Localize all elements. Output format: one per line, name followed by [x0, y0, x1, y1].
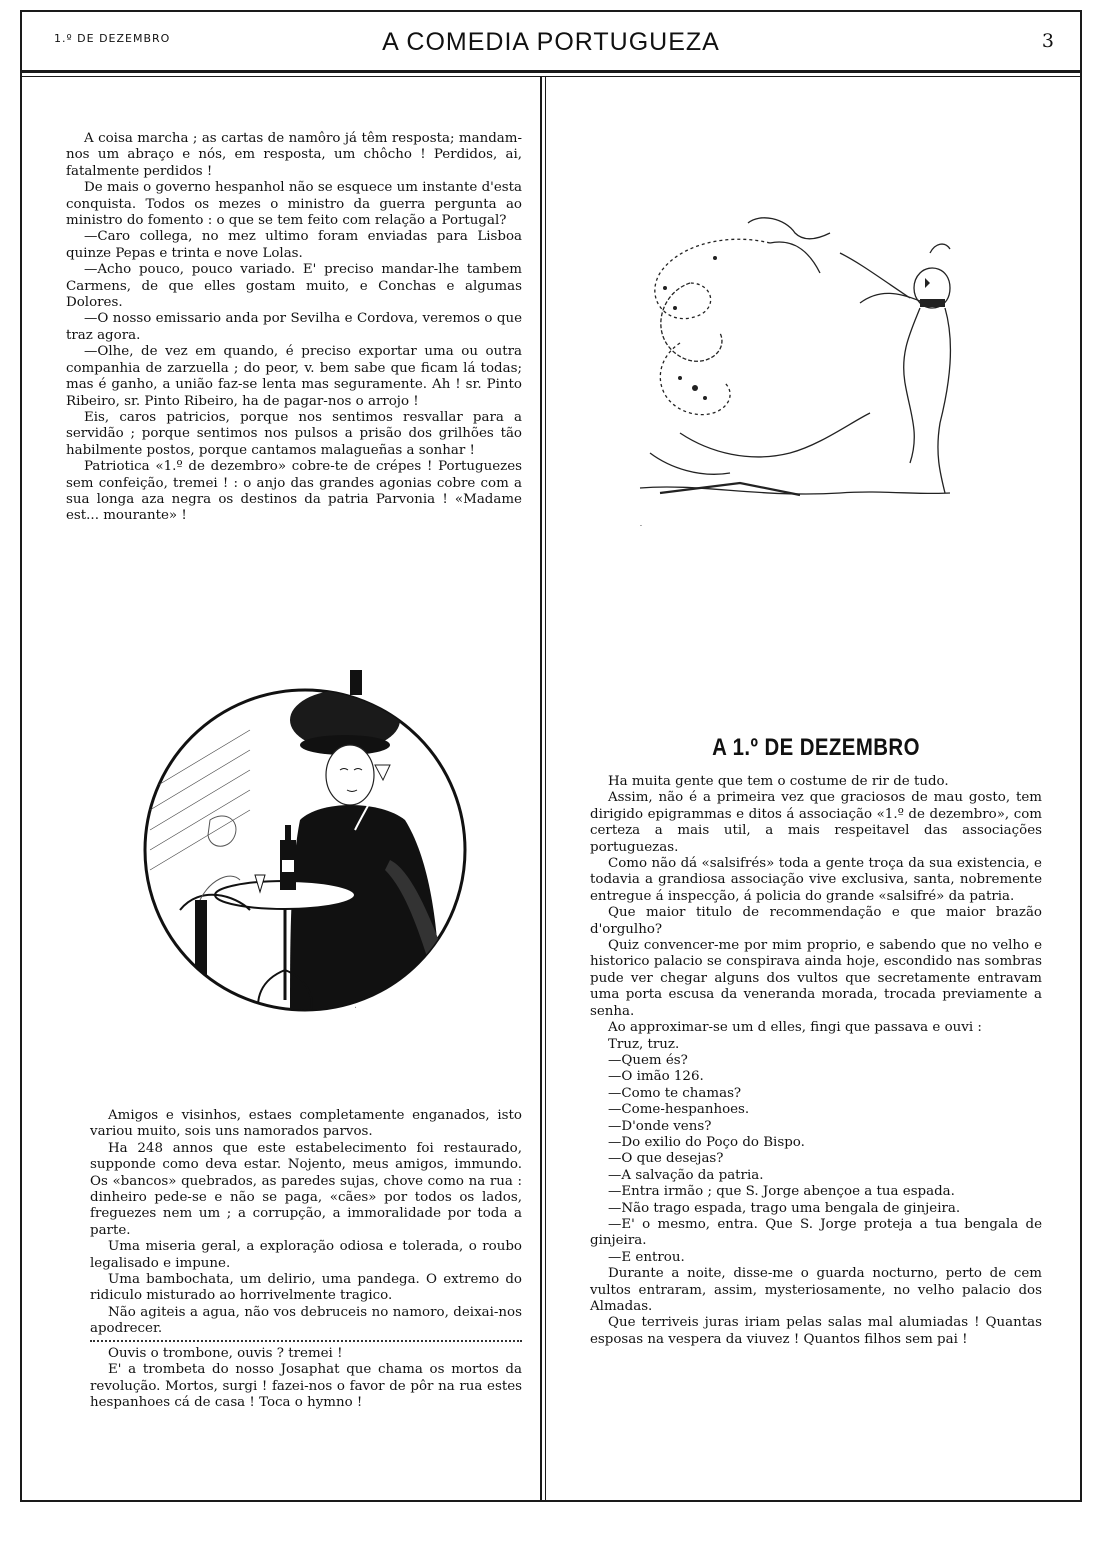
header-rule-thin: [20, 76, 1082, 77]
paragraph: Que maior titulo de recommendação e que maior brazão d'orgulho?: [590, 905, 1042, 937]
paragraph: —Acho pouco, pouco variado. E' preciso mandar-lhe tambem Carmens, de que elles gostam muito, e Conchas e algumas Dolores.: [66, 262, 522, 311]
paragraph: Uma bambochata, um delirio, uma pandega. O extremo do ridiculo misturado ao horrivelmente tragico.: [90, 1272, 522, 1304]
paragraph: Ao approximar-se um d elles, fingi que passava e ouvi :: [608, 1020, 982, 1036]
dialogue-line: —E' o mesmo, entra. Que S. Jorge proteja a tua bengala de ginjeira.: [590, 1216, 1042, 1249]
page-number: 3: [1041, 30, 1054, 52]
dialogue-line: Truz, truz.: [608, 1036, 680, 1052]
paragraph: Ouvis o trombone, ouvis ? tremei !: [108, 1345, 343, 1361]
paragraph: Como não dá «salsifrés» toda a gente troça da sua existencia, e todavia a grandiosa associação vive exclusiva, santa, nobremente entregue á inspecção, á policia do grande «salsifré» da patria.: [590, 856, 1042, 904]
page-header: [20, 10, 1082, 70]
dialogue-line: —Quem és?: [608, 1052, 688, 1068]
column-divider: [540, 77, 542, 1502]
paragraph: Patriotica «1.º de dezembro» cobre-te de crépes ! Portuguezes sem confeição, tremei ! : o anjo das grandes agonias cobre com a sua longa aza negra os destinos da patria Parvonia ! «Madame est... mourante» !: [66, 459, 522, 524]
paragraph: Não agiteis a agua, não vos debruceis no namoro, deixai-nos apodrecer.: [90, 1304, 522, 1337]
dialogue-line: —Não trago espada, trago uma bengala de ginjeira.: [608, 1200, 961, 1216]
paragraph: —Olhe, de vez em quando, é preciso exportar uma ou outra companhia de zarzuella ; do peor, v. bem sabe que ficam lá todas; mas é ganho, a união faz-se lenta mas seguramente. Ah ! sr. Pinto Ribeiro, sr. Pinto Ribeiro, ha de pagar-nos o arrojo !: [66, 344, 522, 409]
article-title: A 1.º DE DEZEMBRO: [712, 734, 920, 761]
dialogue-line: —O que desejas?: [608, 1151, 724, 1167]
header-rule: [20, 70, 1082, 73]
woman-at-table-illustration: [140, 670, 470, 1110]
paragraph: Ha 248 annos que este estabelecimento foi restaurado, supponde como deva estar. Nojento, meus amigos, immundo. Os «bancos» quebrados, as paredes sujas, chove como na rua : dinheiro pede-se e não se paga, «cães» por todos os lados, freguezes nem um ; a corrupção, a immoralidade por toda a parte.: [90, 1140, 522, 1238]
paragraph: —Caro collega, no mez ultimo foram enviadas para Lisboa quinze Pepas e trinta e nove Lolas.: [66, 229, 522, 261]
header-date: 1.º DE DEZEMBRO: [54, 32, 171, 45]
paragraph: Assim, não é a primeira vez que graciosos de mau gosto, tem dirigido epigrammas e ditos á associação «1.º de dezembro», com certeza a mais util, a mais respeitavel das associações portuguezas.: [590, 790, 1042, 855]
svg-text:.: .: [352, 1001, 358, 1010]
dialogue-line: —A salvação da patria.: [608, 1167, 764, 1183]
newspaper-title: A COMEDIA PORTUGUEZA: [382, 28, 720, 56]
paragraph: Eis, caros patricios, porque nos sentimos resvallar para a servidão ; porque sentimos nos pulsos a prisão dos grilhões tão habilmente postos, porque cantamos malagueñas a sonhar !: [66, 409, 522, 458]
paragraph: A coisa marcha ; as cartas de namôro já têm resposta; mandam-nos um abraço e nós, em resposta, um chôcho ! Perdidos, ai, fatalmente perdidos !: [66, 131, 522, 179]
left-column-top-text: [66, 131, 522, 525]
serpent-woman-illustration: [620, 183, 970, 533]
paragraph: Quiz convencer-me por mim proprio, e sabendo que no velho e historico palacio se conspirava ainda hoje, escondido nas sombras pude ver chegar alguns dos vultos que secretamente entravam uma porta escusa da veneranda morada, trocada previamente a senha.: [590, 938, 1042, 1019]
paragraph: Ha muita gente que tem o costume de rir de tudo.: [608, 774, 949, 789]
paragraph: Amigos e visinhos, estaes completamente enganados, isto variou muito, sois uns namorados parvos.: [90, 1108, 522, 1140]
dialogue-line: —O imão 126.: [608, 1069, 704, 1085]
left-column-bottom-text: [90, 1108, 522, 1411]
right-column-article-text: [590, 774, 1042, 1348]
artist-signature: .: [640, 519, 643, 528]
dialogue-line: —E entrou.: [608, 1249, 685, 1265]
paragraph: E' a trombeta do nosso Josaphat que chama os mortos da revolução. Mortos, surgi ! fazei-nos o favor de pôr na rua estes hespanhoes cá de casa ! Toca o hymno !: [90, 1362, 522, 1410]
dialogue-line: —Entra irmão ; que S. Jorge abençoe a tua espada.: [608, 1184, 955, 1200]
dotted-separator: [90, 1340, 522, 1342]
paragraph: De mais o governo hespanhol não se esquece um instante d'esta conquista. Todos os mezes o ministro da guerra pergunta ao ministro do fomento : o que se tem feito com relação a Portugal?: [66, 180, 522, 229]
dialogue-line: —Come-hespanhoes.: [608, 1102, 750, 1118]
dialogue-line: —Como te chamas?: [608, 1085, 742, 1101]
dialogue-line: —D'onde vens?: [608, 1118, 712, 1134]
paragraph: Que terriveis juras iriam pelas salas mal alumiadas ! Quantas esposas na vespera da viuvez ! Quantos filhos sem pai !: [590, 1315, 1042, 1347]
paragraph: —O nosso emissario anda por Sevilha e Cordova, veremos o que traz agora.: [66, 311, 522, 343]
paragraph: Uma miseria geral, a exploração odiosa e tolerada, o roubo legalisado e impune.: [90, 1239, 522, 1271]
paragraph: Durante a noite, disse-me o guarda nocturno, perto de cem vultos entraram, assim, mysteriosamente, no velho palacio dos Almadas.: [590, 1266, 1042, 1314]
dialogue-line: —Do exilio do Poço do Bispo.: [608, 1134, 805, 1150]
column-divider-thin: [545, 77, 546, 1502]
